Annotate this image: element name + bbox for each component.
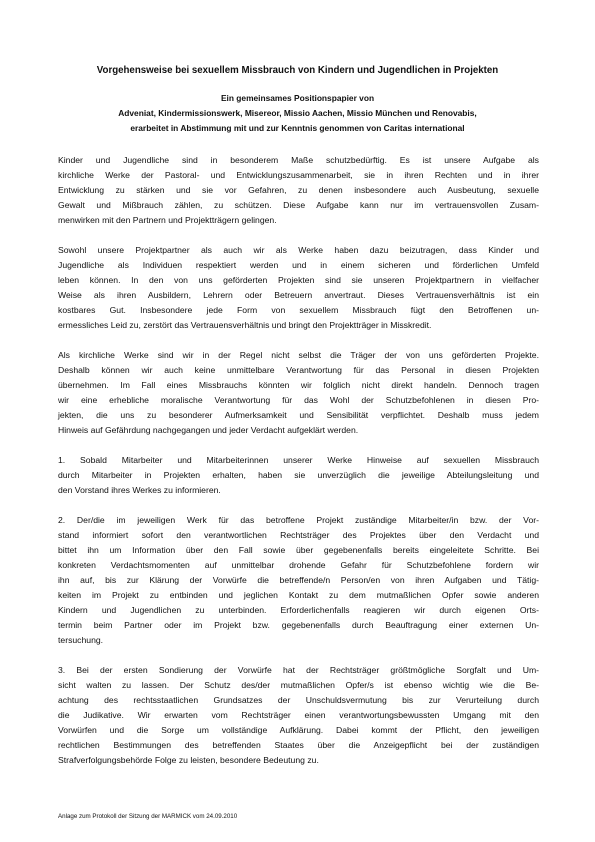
- subtitle-line: Adveniat, Kindermissionswerk, Misereor, Missio Aachen, Missio München und Renovabis,: [118, 108, 477, 118]
- body-paragraph: [58, 153, 539, 228]
- subtitle-line: erarbeitet in Abstimmung mit und zur Kenntnis genommen von Caritas international: [130, 123, 465, 133]
- paragraph-line: bittet ihn um Information über den Fall sowie über gegebenenfalls bereits eingeleitete Schritte. Bei: [58, 545, 539, 555]
- paragraph-line: leben können. In den von uns geförderten Projekten sind sie unseren Projektpartnern in vielfacher: [58, 275, 539, 285]
- body-paragraph: [58, 453, 539, 498]
- paragraph-line: Vorwürfen und die Sorge um vollständige Aufklärung. Dabei kommt der Pflicht, den jeweiligen: [58, 725, 539, 735]
- body-paragraph: [58, 513, 539, 648]
- paragraph-line: übernehmen. Im Fall eines Missbrauchs könnten wir folglich nicht direkt handeln. Dennoch tragen: [58, 380, 539, 390]
- paragraph-line: achtung des rechtsstaatlichen Grundsatzes der Unschuldsvermutung bis zur Verurteilung durch: [58, 695, 539, 705]
- paragraph-line: Kinder und Jugendliche sind in besonderem Maße schutzbedürftig. Es ist unsere Aufgabe als: [58, 155, 539, 165]
- paragraph-line: sicht walten zu lassen. Der Schutz des/der mutmaßlichen Opfer/s ist ebenso wichtig wie die Be-: [58, 680, 539, 690]
- paragraph-line: ermessliches Leid zu, zerstört das Vertrauensverhältnis und bringt den Projektträger in Misskredit.: [58, 320, 432, 330]
- paragraph-line: menwirken mit den Partnern und Projektträgern gelingen.: [58, 215, 277, 225]
- body-paragraph: [58, 243, 539, 333]
- paragraph-line: den Vorstand ihres Werkes zu informieren.: [58, 485, 221, 495]
- paragraph-line: stand informiert sofort den verantwortlichen Rechtsträger des Projektes über den Verdacht und: [58, 530, 539, 540]
- document-footer: Anlage zum Protokoll der Sitzung der MARMICK vom 24.09.2010: [58, 813, 238, 820]
- paragraph-line: die Judikative. Wir erwarten vom Rechtsträger einen verantwortungsbewussten Umgang mit den: [58, 710, 539, 720]
- paragraph-line: Deshalb können wir auch keine unmittelbare Verantwortung für das Personal in diesen Projekten: [58, 365, 539, 375]
- paragraph-line: Kindern und Jugendlichen zu unterbinden. Erforderlichenfalls reagieren wir durch eigenen Orts-: [58, 605, 539, 615]
- document-subtitle: [40, 91, 555, 136]
- paragraph-line: Weise als ihren Ausbildern, Lehrern oder Betreuern anvertraut. Dieses Vertrauensverhältnis ist ein: [58, 290, 539, 300]
- paragraph-line: Sowohl unsere Projektpartner als auch wir als Werke haben dazu beizutragen, dass Kinder und: [58, 245, 539, 255]
- paragraph-line: kostbares Gut. Insbesondere jede Form von sexuellem Missbrauch fügt den Betroffenen un-: [58, 305, 539, 315]
- paragraph-line: jekten, die uns zu besonderer Aufmerksamkeit und Sensibilität verpflichtet. Deshalb muss jedem: [58, 410, 539, 420]
- document-body: [58, 153, 539, 783]
- subtitle-line: Ein gemeinsames Positionspapier von: [220, 93, 375, 103]
- paragraph-line: Jugendliche als Individuen respektiert werden und in einem sicheren und förderlichen Umfeld: [58, 260, 539, 270]
- paragraph-line: konkreten Verdachtsmomenten auf unmittelbar drohende Gefahr für Schutzbefohlene fordern wir: [58, 560, 539, 570]
- paragraph-line: Gewalt und Mißbrauch zählen, zu schützen. Diese Aufgabe kann nur im vertrauensvollen Zusam-: [58, 200, 539, 210]
- body-paragraph: [58, 348, 539, 438]
- paragraph-line: durch Mitarbeiter in Projekten erhalten, haben sie unverzüglich die jeweilige Abteilungsleitung und: [58, 470, 539, 480]
- paragraph-line: 1. Sobald Mitarbeiter und Mitarbeiterinnen unserer Werke Hinweise auf sexuellen Missbrauch: [58, 455, 539, 465]
- document-title: Vorgehensweise bei sexuellem Missbrauch von Kindern und Jugendlichen in Projekten: [96, 65, 499, 76]
- paragraph-line: Strafverfolgungsbehörde Folge zu leisten, besondere Bedeutung zu.: [58, 755, 319, 765]
- paragraph-line: Entwicklung zu stärken und sie vor Gefahren, zu denen insbesondere auch Ausbeutung, sexuelle: [58, 185, 539, 195]
- paragraph-line: 3. Bei der ersten Sondierung der Vorwürfe hat der Rechtsträger größtmögliche Sorgfalt und Um-: [58, 665, 539, 675]
- paragraph-line: rechtlichen Bestimmungen des betreffenden Staates über die Anzeigepflicht bei der zuständigen: [58, 740, 539, 750]
- paragraph-line: tersuchung.: [58, 635, 104, 645]
- body-paragraph: [58, 663, 539, 768]
- paragraph-line: wir eine erhebliche moralische Verantwortung für das Wohl der Schutzbefohlenen in diesen Pro-: [58, 395, 539, 405]
- paragraph-line: keiten im Projekt zu entbinden und jeglichen Kontakt zu dem mutmaßlichen Opfer sowie anderen: [58, 590, 539, 600]
- paragraph-line: Hinweis auf Gefährdung nachgegangen und jeder Verdacht aufgeklärt werden.: [58, 425, 359, 435]
- paragraph-line: ihn auf, bis zur Klärung der Vorwürfe die betreffende/n Person/en von ihren Aufgaben und Tätig-: [58, 575, 539, 585]
- paragraph-line: kirchliche Werke der Pastoral- und Entwicklungszusammenarbeit, sie in ihren Rechten und in ihrer: [58, 170, 539, 180]
- paragraph-line: 2. Der/die im jeweiligen Werk für das betroffene Projekt zuständige Mitarbeiter/in bzw. der Vor-: [58, 515, 539, 525]
- paragraph-line: termin beim Partner oder im Projekt bzw. gegebenenfalls durch Beauftragung einer externen Un-: [58, 620, 539, 630]
- paragraph-line: Als kirchliche Werke sind wir in der Regel nicht selbst die Träger der von uns geförderten Projekte.: [58, 350, 539, 360]
